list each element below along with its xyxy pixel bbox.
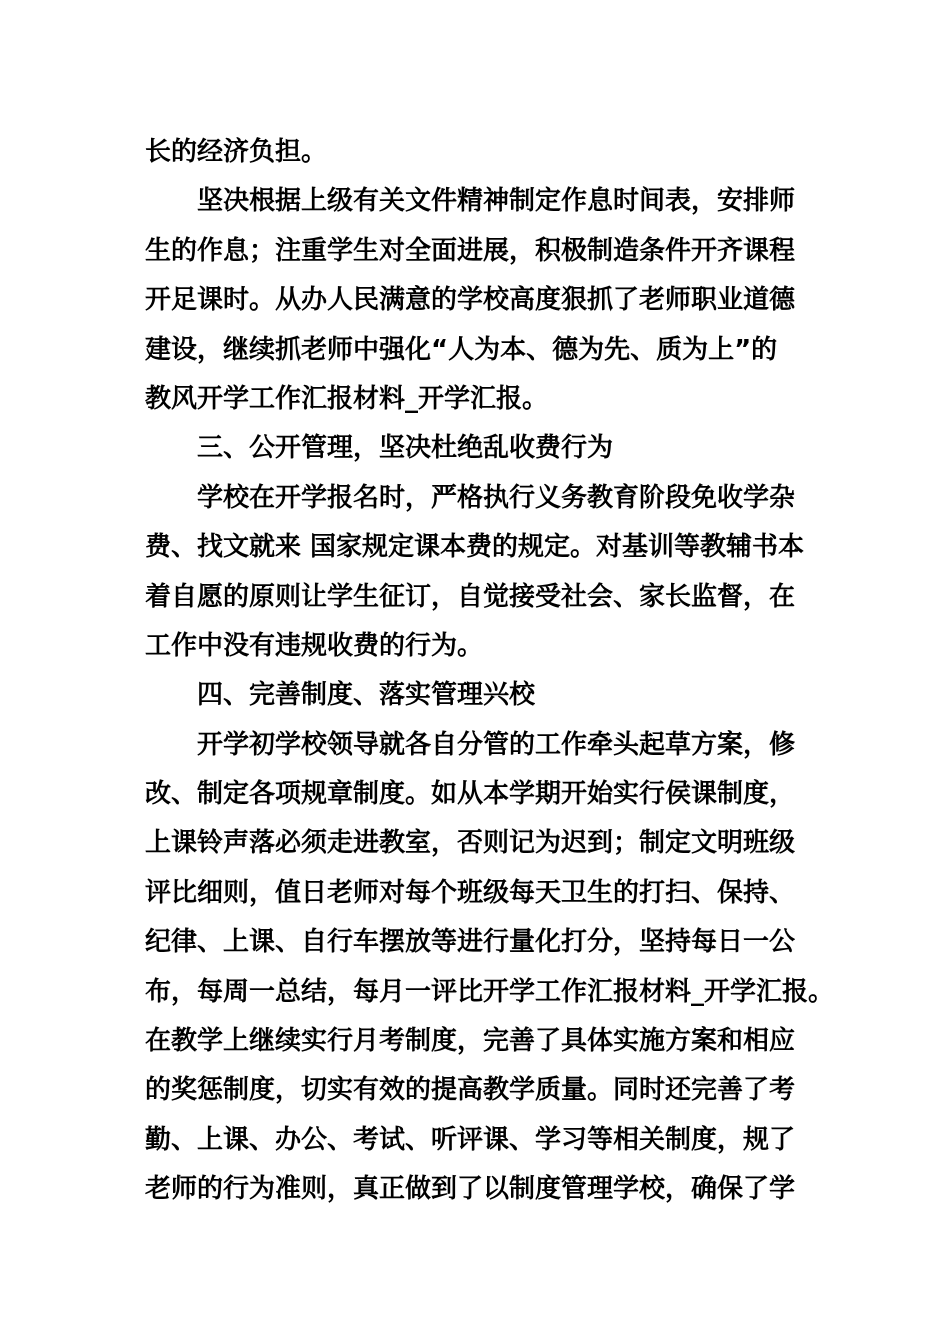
text-line: 上课铃声落必须走进教室，否则记为迟到；制定文明班级	[145, 828, 796, 859]
text-line: 的奖惩制度，切实有效的提高教学质量。同时还完善了考	[145, 1075, 796, 1106]
text-line: 教风开学工作汇报材料_开学汇报。	[145, 383, 549, 414]
text-line: 长的经济负担。	[145, 137, 328, 167]
text-line: 老师的行为准则，真正做到了以制度管理学校，确保了学	[145, 1174, 796, 1205]
section-heading: 三、公开管理，坚决杜绝乱收费行为	[197, 433, 614, 464]
paragraph-first-line: 坚决根据上级有关文件精神制定作息时间表，安排师	[197, 186, 796, 217]
text-line: 布，每周一总结，每月一评比开学工作汇报材料_开学汇报。	[145, 976, 835, 1007]
text-line: 勤、上课、办公、考试、听评课、学习等相关制度，规了	[145, 1124, 796, 1155]
text-line: 费、找文就来 国家规定课本费的规定。对基训等教辅书本	[145, 532, 805, 563]
text-line: 评比细则，值日老师对每个班级每天卫生的打扫、保持、	[145, 877, 796, 908]
section-heading: 四、完善制度、落实管理兴校	[197, 680, 536, 711]
paragraph-first-line: 学校在开学报名时，严格执行义务教育阶段免收学杂	[197, 482, 796, 513]
text-line: 开足课时。从办人民满意的学校高度狠抓了老师职业道德	[145, 285, 796, 316]
text-line: 改、制定各项规章制度。如从本学期开始实行侯课制度，	[145, 779, 796, 810]
text-line: 建设，继续抓老师中强化“人为本、德为先、质为上”的	[145, 334, 778, 365]
text-line: 生的作息；注重学生对全面进展，积极制造条件开齐课程	[145, 235, 796, 266]
text-line: 纪律、上课、自行车摆放等进行量化打分，坚持每日一公	[145, 927, 796, 958]
document-body	[145, 128, 835, 1215]
text-line: 在教学上继续实行月考制度，完善了具体实施方案和相应	[145, 1026, 796, 1057]
text-line: 着自愿的原则让学生征订，自觉接受社会、家长监督，在	[145, 581, 796, 612]
paragraph-first-line: 开学初学校领导就各自分管的工作牵头起草方案，修	[197, 729, 796, 760]
text-line: 工作中没有违规收费的行为。	[145, 630, 484, 661]
